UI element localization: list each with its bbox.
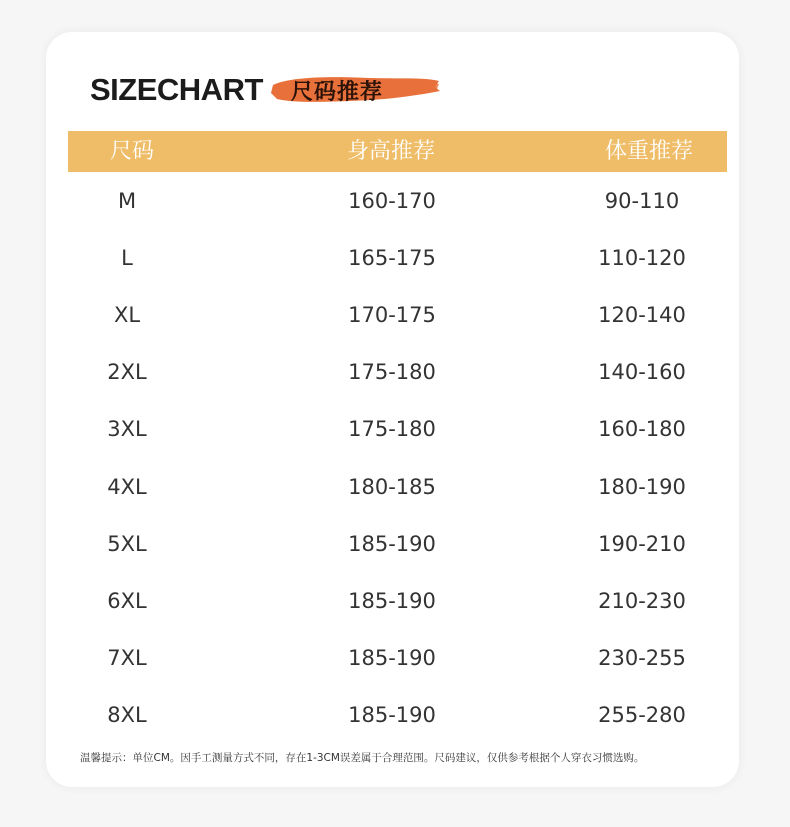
cell-size: XL [113, 303, 141, 327]
cell-size: 3XL [107, 417, 147, 441]
cell-weight: 230-255 [598, 646, 686, 670]
cell-height: 160-170 [348, 189, 436, 213]
table-row [68, 573, 727, 630]
cell-weight: 120-140 [598, 303, 686, 327]
table-row [68, 630, 727, 687]
cell-size: 6XL [107, 589, 147, 613]
cell-size: 8XL [107, 703, 147, 727]
table-row [68, 687, 727, 744]
table-row [68, 516, 727, 573]
cell-height: 175-180 [348, 417, 436, 441]
cell-height: 175-180 [348, 360, 436, 384]
cell-weight: 90-110 [604, 189, 680, 213]
cell-weight: 110-120 [598, 246, 686, 270]
cell-height: 185-190 [348, 532, 436, 556]
cell-height: 165-175 [348, 246, 436, 270]
table-row [68, 344, 727, 401]
cell-size: L [121, 246, 133, 270]
measurement-note: 温馨提示：单位CM。因手工测量方式不同，存在1-3CM误差属于合理范围。尺码建议，仅供参考根据个人穿衣习惯选购。 [80, 752, 645, 764]
header-height: 身高推荐 [347, 139, 436, 164]
cell-size: 2XL [107, 360, 147, 384]
table-row [68, 287, 727, 344]
title-chinese-wrap [275, 70, 383, 110]
cell-weight: 140-160 [598, 360, 686, 384]
cell-size: M [117, 189, 137, 213]
cell-height: 170-175 [348, 303, 436, 327]
table-row [68, 459, 727, 516]
cell-weight: 210-230 [598, 589, 686, 613]
cell-size: 7XL [107, 646, 147, 670]
cell-height: 185-190 [348, 646, 436, 670]
title-chinese: 尺码推荐 [290, 79, 383, 105]
table-header [68, 131, 727, 172]
cell-size: 4XL [107, 475, 147, 499]
cell-height: 185-190 [348, 703, 436, 727]
cell-weight: 180-190 [598, 475, 686, 499]
table-row [68, 230, 727, 287]
table-row [68, 173, 727, 230]
header-weight: 体重推荐 [605, 139, 694, 164]
header-size: 尺码 [110, 139, 155, 164]
cell-weight: 255-280 [598, 703, 686, 727]
title-english: SIZECHART [90, 72, 263, 107]
cell-height: 185-190 [348, 589, 436, 613]
cell-size: 5XL [107, 532, 147, 556]
table-row [68, 401, 727, 458]
cell-weight: 160-180 [598, 417, 686, 441]
cell-weight: 190-210 [598, 532, 686, 556]
cell-height: 180-185 [348, 475, 436, 499]
page-title [90, 70, 383, 110]
